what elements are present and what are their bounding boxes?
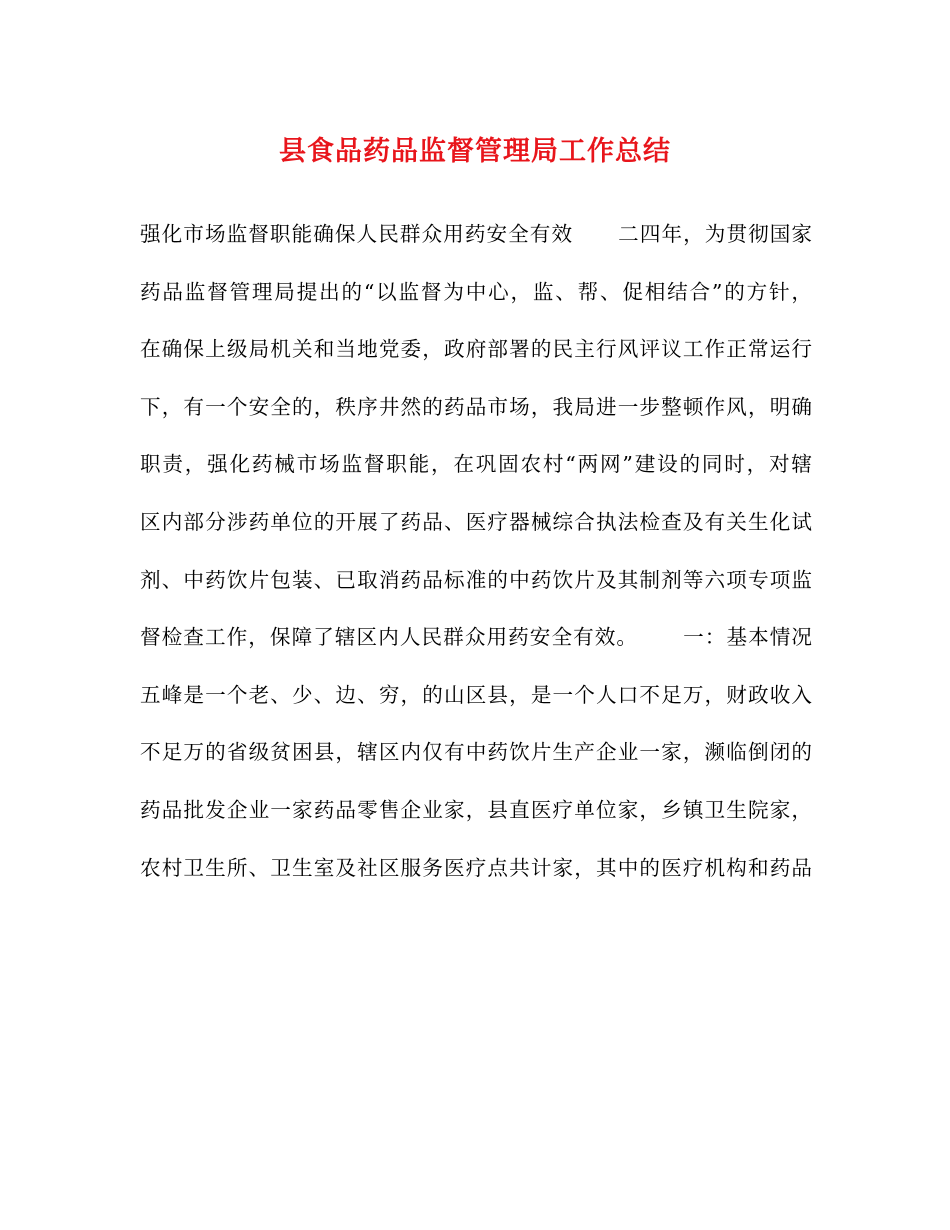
body-line-3 [140, 327, 812, 385]
line-text: 五峰是一个老、少、边、穷，的山区县，是一个人口不足万，财政收入 [140, 682, 812, 707]
body-line-7 [140, 558, 812, 616]
body-line-10 [140, 730, 812, 788]
body-line-12 [140, 846, 812, 904]
document-title: 县食品药品监督管理局工作总结 [279, 136, 671, 167]
body-line-5 [140, 442, 812, 500]
body-line-4 [140, 385, 812, 443]
line-text: 不足万的省级贫困县，辖区内仅有中药饮片生产企业一家，濒临倒闭的 [140, 740, 812, 765]
body-line-6 [140, 500, 812, 558]
body-line-11 [140, 788, 812, 846]
line-text: 药品批发企业一家药品零售企业家，县直医疗单位家，乡镇卫生院家， [140, 797, 812, 822]
line-text: 职责，强化药械市场监督职能，在巩固农村“两网”建设的同时，对辖 [140, 452, 812, 477]
line-text: 强化市场监督职能确保人民群众用药安全有效 [140, 222, 574, 246]
body-line-2 [140, 270, 812, 328]
line-text: 下，有一个安全的，秩序井然的药品市场，我局进一步整顿作风，明确 [140, 394, 812, 419]
line-text: 一：基本情况 [682, 625, 812, 650]
body-line-9 [140, 673, 812, 731]
line-text: 剂、中药饮片包装、已取消药品标准的中药饮片及其制剂等六项专项监 [140, 567, 812, 592]
line-text: 二四年，为贯彻国家 [617, 222, 812, 246]
body-line-8 [140, 615, 812, 673]
line-text: 药品监督管理局提出的“以监督为中心，监、帮、促相结合”的方针， [140, 279, 812, 304]
line-text: 区内部分涉药单位的开展了药品、医疗器械综合执法检查及有关生化试 [140, 509, 812, 534]
document-body [140, 212, 812, 903]
line-text: 督检查工作，保障了辖区内人民群众用药安全有效。 [140, 625, 639, 650]
line-text: 在确保上级局机关和当地党委，政府部署的民主行风评议工作正常运行 [140, 337, 812, 362]
line-text: 农村卫生所、卫生室及社区服务医疗点共计家，其中的医疗机构和药品 [140, 855, 812, 880]
body-line-1 [140, 212, 812, 270]
